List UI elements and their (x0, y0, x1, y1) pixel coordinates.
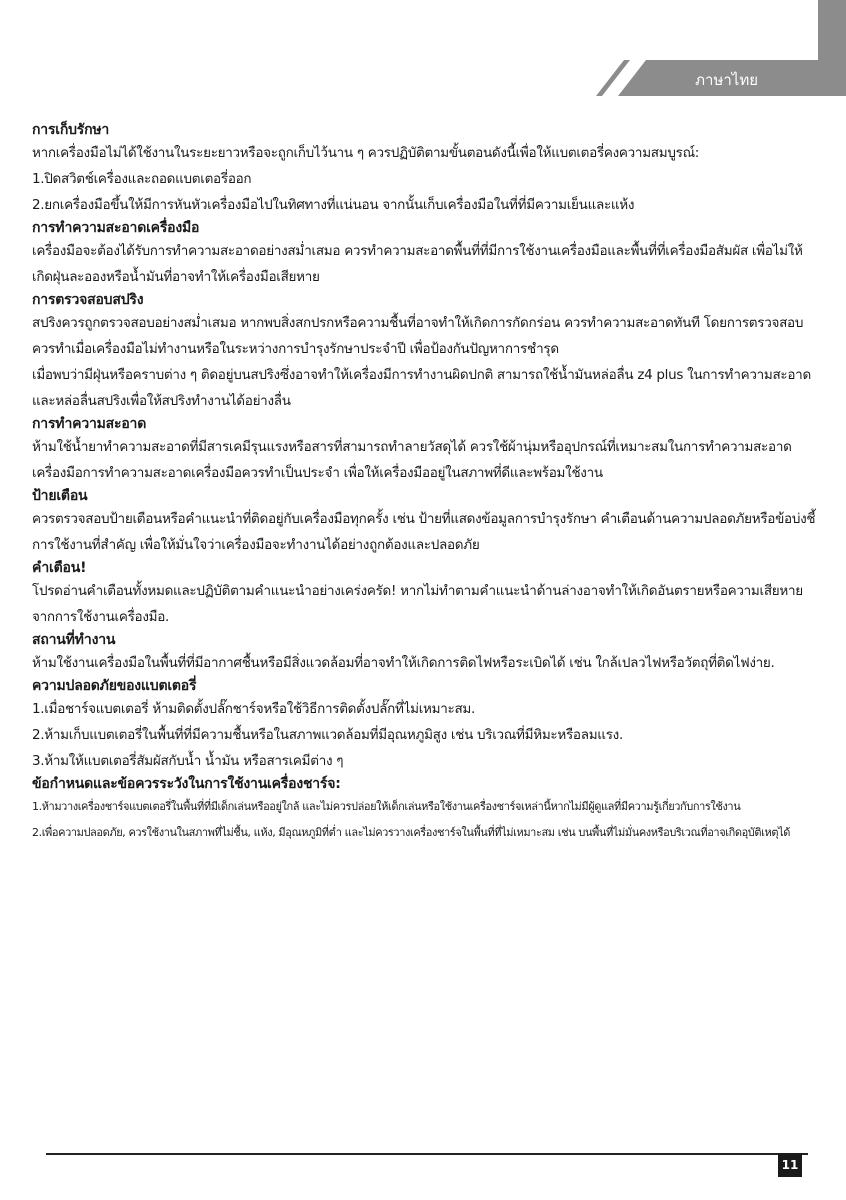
section-paragraph: 2.เพื่อความปลอดภัย, ควรใช้งานในสภาพที่ไม่ชื้น, แห้ง, มีอุณหภูมิที่ต่ำ และไม่ควรวางเครื่องชาร์จในพื้นที่ที่ไม่เหมาะสม เช่น บนพื้นที่ไม่มั่นคงหรือบริเวณที่อาจเกิดอุบัติเหตุได้ (32, 826, 790, 839)
section-title: ความปลอดภัยของแบตเตอรี่ (32, 678, 197, 694)
section-title: คำเตือน! (32, 560, 87, 576)
section-paragraph: 2.ห้ามเก็บแบตเตอรี่ในพื้นที่ที่มีความชื้นหรือในสภาพแวดล้อมที่มีอุณหภูมิสูง เช่น บริเวณที่มีหิมะหรือลมแรง. (32, 727, 623, 743)
section-title: การทำความสะอาดเครื่องมือ (32, 220, 200, 236)
corner-accent-block (818, 0, 846, 62)
section-paragraph: เมื่อพบว่ามีฝุ่นหรือคราบต่าง ๆ ติดอยู่บนสปริงซึ่งอาจทำให้เครื่องมีการทำงานผิดปกติ สามารถใช้น้ำมันหล่อลื่น z4 plus ในการทำความสะอาดและหล่อลื่นสปริงเพื่อให้สปริงทำงานได้อย่างลื่น (32, 367, 811, 409)
language-label: ภาษาไทย (695, 71, 758, 89)
language-tab (596, 60, 846, 96)
document-body (32, 120, 822, 846)
section-paragraph: ห้ามใช้น้ำยาทำความสะอาดที่มีสารเคมีรุนแรงหรือสารที่สามารถทำลายวัสดุได้ ควรใช้ผ้านุ่มหรืออุปกรณ์ที่เหมาะสมในการทำความสะอาดเครื่องมือการทำความสะอาดเครื่องมือควรทำเป็นประจำ เพื่อให้เครื่องมืออยู่ในสภาพที่ดีและพร้อมใช้งาน (32, 439, 792, 481)
section-paragraph: 1.ปิดสวิตช์เครื่องและถอดแบตเตอรี่ออก (32, 171, 252, 187)
page-number: 11 (778, 1153, 802, 1177)
section-paragraph: เครื่องมือจะต้องได้รับการทำความสะอาดอย่างสม่ำเสมอ ควรทำความสะอาดพื้นที่ที่มีการใช้งานเครื่องมือและพื้นที่ที่เครื่องมือสัมผัส เพื่อไม่ให้เกิดฝุ่นละอองหรือน้ำมันที่อาจทำให้เครื่องมือเสียหาย (32, 243, 803, 285)
section-title: ข้อกำหนดและข้อควรระวังในการใช้งานเครื่องชาร์จ: (32, 776, 341, 792)
footer-divider (46, 1153, 808, 1155)
section-paragraph: โปรดอ่านคำเตือนทั้งหมดและปฏิบัติตามคำแนะนำอย่างเคร่งครัด! หากไม่ทำตามคำแนะนำด้านล่างอาจทำให้เกิดอันตรายหรือความเสียหายจากการใช้งานเครื่องมือ. (32, 583, 803, 625)
section-title: การทำความสะอาด (32, 416, 147, 432)
section-paragraph: ควรตรวจสอบป้ายเตือนหรือคำแนะนำที่ติดอยู่กับเครื่องมือทุกครั้ง เช่น ป้ายที่แสดงข้อมูลการบำรุงรักษา คำเตือนด้านความปลอดภัยหรือข้อบ่งชี้การใช้งานที่สำคัญ เพื่อให้มั่นใจว่าเครื่องมือจะทำงานได้อย่างถูกต้องและปลอดภัย (32, 511, 816, 553)
section-paragraph: 2.ยกเครื่องมือขึ้นให้มีการหันหัวเครื่องมือไปในทิศทางที่แน่นอน จากนั้นเก็บเครื่องมือในที่ที่มีความเย็นและแห้ง (32, 197, 635, 213)
section-title: สถานที่ทำงาน (32, 632, 116, 648)
section-paragraph: 3.ห้ามให้แบตเตอรี่สัมผัสกับน้ำ น้ำมัน หรือสารเคมีต่าง ๆ (32, 753, 344, 769)
section-title: การตรวจสอบสปริง (32, 292, 144, 308)
section-title: ป้ายเตือน (32, 488, 88, 504)
section-title: การเก็บรักษา (32, 122, 110, 138)
section-paragraph: ห้ามใช้งานเครื่องมือในพื้นที่ที่มีอากาศชื้นหรือมีสิ่งแวดล้อมที่อาจทำให้เกิดการติดไฟหรือระเบิดได้ เช่น ใกล้เปลวไฟหรือวัตถุที่ติดไฟง่าย. (32, 655, 775, 671)
section-paragraph: สปริงควรถูกตรวจสอบอย่างสม่ำเสมอ หากพบสิ่งสกปรกหรือความชื้นที่อาจทำให้เกิดการกัดกร่อน ควรทำความสะอาดทันที โดยการตรวจสอบควรทำเมื่อเครื่องมือไม่ทำงานหรือในระหว่างการบำรุงรักษาประจำปี เพื่อป้องกันปัญหาการชำรุด (32, 315, 804, 357)
section-paragraph: 1.ห้ามวางเครื่องชาร์จแบตเตอรี่ในพื้นที่ที่มีเด็กเล่นหรืออยู่ใกล้ และไม่ควรปล่อยให้เด็กเล่นหรือใช้งานเครื่องชาร์จเหล่านี้หากไม่มีผู้ดูแลที่มีความรู้เกี่ยวกับการใช้งาน (32, 800, 741, 813)
section-paragraph: หากเครื่องมือไม่ได้ใช้งานในระยะยาวหรือจะถูกเก็บไว้นาน ๆ ควรปฏิบัติตามขั้นตอนดังนี้เพื่อให้แบตเตอรี่คงความสมบูรณ์: (32, 145, 700, 161)
section-paragraph: 1.เมื่อชาร์จแบตเตอรี่ ห้ามติดตั้งปลั๊กชาร์จหรือใช้วิธีการติดตั้งปลั๊กที่ไม่เหมาะสม. (32, 701, 475, 717)
